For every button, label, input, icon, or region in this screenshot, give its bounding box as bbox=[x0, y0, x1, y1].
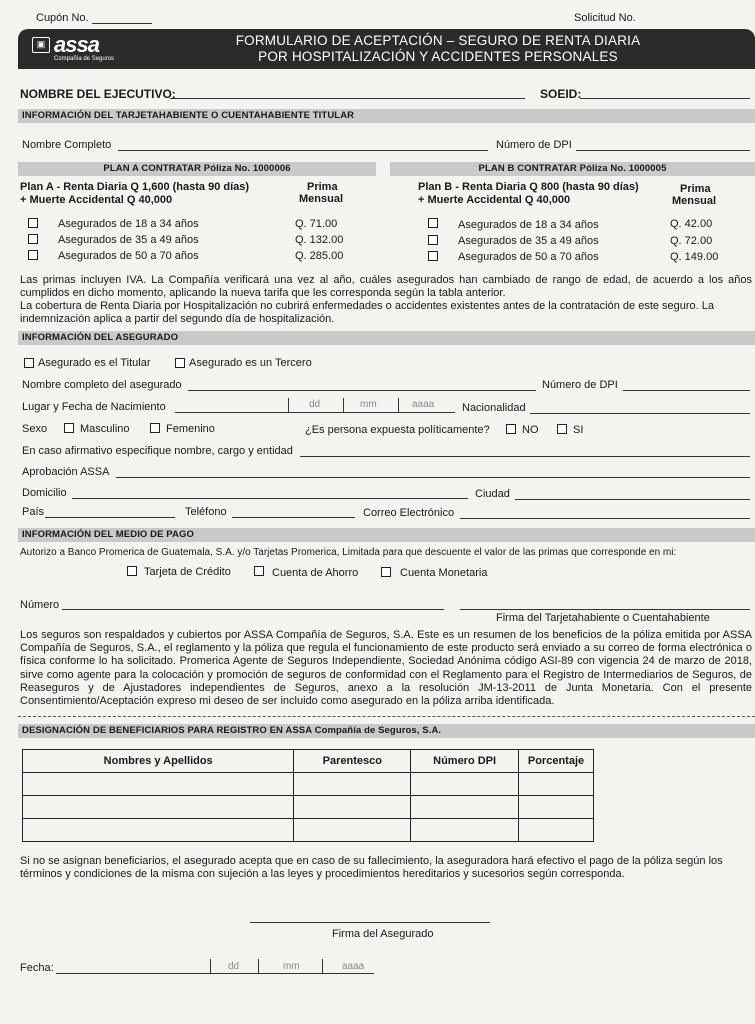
pais-label: País bbox=[22, 506, 45, 518]
cobertura-note: La cobertura de Renta Diaria por Hospitalización no cubrirá enfermedades o accidentes existentes antes de la contratación de este seguro. La indemnización aplica a partir del segundo día de hospitalización. bbox=[20, 300, 715, 326]
dashed-divider bbox=[18, 716, 755, 717]
aprobacion-field[interactable] bbox=[116, 477, 750, 478]
beneficiarios-note: Si no se asignan beneficiarios, el asegurado acepta que en caso de su fallecimiento, la aseguradora hará efectivo el pago de la póliza según los términos y condiciones de la misma con sujeción a las leyes y procedimientos hereditarios y sucesorios según corresponda. bbox=[20, 855, 723, 881]
form-header bbox=[18, 29, 755, 69]
plan-b-row-price: Q. 149.00 bbox=[670, 251, 719, 263]
domicilio-label: Domicilio bbox=[22, 487, 67, 499]
plan-b-row-label: Asegurados de 50 a 70 años bbox=[458, 251, 599, 263]
numero-label: Número bbox=[20, 599, 60, 611]
plan-b-row-price: Q. 72.00 bbox=[670, 235, 713, 247]
pep-no-checkbox[interactable] bbox=[506, 424, 516, 434]
ciudad-field[interactable] bbox=[515, 499, 750, 500]
plan-a-row-price: Q. 285.00 bbox=[295, 250, 344, 262]
table-row[interactable] bbox=[23, 796, 594, 819]
table-row[interactable] bbox=[23, 773, 594, 796]
fecha-field[interactable] bbox=[56, 973, 374, 974]
plan-b-50-70-checkbox[interactable] bbox=[428, 251, 438, 261]
masculino-checkbox[interactable] bbox=[64, 423, 74, 433]
plan-a-35-49-checkbox[interactable] bbox=[28, 234, 38, 244]
titular-nombre-field[interactable] bbox=[118, 150, 488, 151]
asegurado-titular-checkbox[interactable] bbox=[24, 358, 34, 368]
ejecutivo-label: NOMBRE DEL EJECUTIVO: bbox=[20, 87, 176, 101]
plan-b-subtitle: + Muerte Accidental Q 40,000 bbox=[418, 194, 571, 206]
cuenta-ahorro-label: Cuenta de Ahorro bbox=[272, 567, 359, 579]
section-titular: INFORMACIÓN DEL TARJETAHABIENTE O CUENTAHABIENTE TITULAR bbox=[18, 109, 755, 123]
plan-b-35-49-checkbox[interactable] bbox=[428, 235, 438, 245]
asegurado-dpi-label: Número de DPI bbox=[542, 379, 618, 391]
asegurado-titular-label: Asegurado es el Titular bbox=[38, 357, 151, 369]
col-dpi: Número DPI bbox=[411, 750, 519, 773]
nacimiento-label: Lugar y Fecha de Nacimiento bbox=[22, 401, 166, 413]
plan-a-prima-label: Prima bbox=[307, 181, 338, 193]
plan-b-prima-label: Prima bbox=[680, 183, 711, 195]
plan-a-bar: PLAN A CONTRATAR Póliza No. 1000006 bbox=[18, 162, 376, 176]
nacionalidad-field[interactable] bbox=[530, 413, 750, 414]
plan-a-50-70-checkbox[interactable] bbox=[28, 250, 38, 260]
pais-field[interactable] bbox=[45, 517, 175, 518]
numero-field[interactable] bbox=[62, 609, 444, 610]
cuenta-monetaria-checkbox[interactable] bbox=[381, 567, 391, 577]
soeid-label: SOEID: bbox=[540, 87, 582, 101]
fecha-mm: mm bbox=[283, 961, 300, 972]
col-parentesco: Parentesco bbox=[294, 750, 411, 773]
col-porcentaje: Porcentaje bbox=[519, 750, 594, 773]
soeid-field[interactable] bbox=[580, 98, 750, 99]
plan-b-mensual-label: Mensual bbox=[672, 195, 717, 207]
assa-emblem-icon: ▣ bbox=[32, 37, 50, 53]
col-nombres: Nombres y Apellidos bbox=[23, 750, 294, 773]
cupon-field[interactable] bbox=[92, 23, 152, 24]
fecha-label: Fecha: bbox=[20, 962, 54, 974]
tarjeta-credito-label: Tarjeta de Crédito bbox=[144, 566, 231, 578]
legal-text: Los seguros son respaldados y cubiertos por ASSA Compañía de Seguros, S.A. Este es un resumen de los beneficios de la póliza emitida por ASSA Compañía de Seguros, S.A., el reglamento y la póliza que regula el funcionamiento de este producto será enviado a su correo de forma electrónica o física conforme lo ha solicitado. Promerica Agente de Seguros Independiente, Sociedad Anónima código ASI-89 con vigencia 24 de marzo de 2018, sirve como agente para la colocación y promoción de seguros de conformidad con el Reglamento para el Registro de Intermediarios de Seguros, de Reaseguros y de Ajustadores independientes de Seguros, anexo a la resolución JM-13-2011 de Junta Monetaria. Con el presente Consentimiento/Aceptación expreso mi deseo de ser incluido como asegurado en la póliza arriba identificada. bbox=[20, 629, 752, 708]
cuenta-ahorro-checkbox[interactable] bbox=[254, 566, 264, 576]
asegurado-tercero-checkbox[interactable] bbox=[175, 358, 185, 368]
plan-b-title: Plan B - Renta Diaria Q 800 (hasta 90 días) bbox=[418, 181, 639, 193]
nacimiento-mm: mm bbox=[360, 399, 377, 410]
cuenta-monetaria-label: Cuenta Monetaria bbox=[400, 567, 488, 579]
correo-label: Correo Electrónico bbox=[363, 507, 455, 519]
pep-question: ¿Es persona expuesta políticamente? bbox=[305, 424, 490, 436]
plan-a-row-label: Asegurados de 50 a 70 años bbox=[58, 250, 199, 262]
section-pago: INFORMACIÓN DEL MEDIO DE PAGO bbox=[18, 528, 755, 542]
nacimiento-field[interactable] bbox=[175, 412, 455, 413]
plan-a-18-34-checkbox[interactable] bbox=[28, 218, 38, 228]
titular-dpi-label: Número de DPI bbox=[496, 139, 572, 151]
plan-b-18-34-checkbox[interactable] bbox=[428, 218, 438, 228]
plan-a-row-label: Asegurados de 35 a 49 años bbox=[58, 234, 199, 246]
autorizo-text: Autorizo a Banco Promerica de Guatemala, S.A. y/o Tarjetas Promerica, Limitada para que descuente el valor de las primas que corresponde en mi: bbox=[20, 547, 677, 558]
afirmativo-field[interactable] bbox=[300, 456, 750, 457]
ejecutivo-field[interactable] bbox=[170, 98, 525, 99]
telefono-field[interactable] bbox=[232, 517, 355, 518]
masculino-label: Masculino bbox=[80, 423, 130, 435]
nacimiento-dd: dd bbox=[309, 399, 321, 410]
firma-tarjetahabiente-label: Firma del Tarjetahabiente o Cuentahabiente bbox=[496, 612, 710, 624]
asegurado-nombre-label: Nombre completo del asegurado bbox=[22, 379, 182, 391]
ciudad-label: Ciudad bbox=[475, 488, 510, 500]
asegurado-tercero-label: Asegurado es un Tercero bbox=[189, 357, 312, 369]
solicitud-label: Solicitud No. bbox=[574, 12, 636, 24]
plan-a-row-price: Q. 71.00 bbox=[295, 218, 338, 230]
plan-b-row-price: Q. 42.00 bbox=[670, 218, 713, 230]
beneficiarios-title-suffix: Compañía de Seguros, S.A. bbox=[314, 725, 442, 736]
firma-asegurado-label: Firma del Asegurado bbox=[332, 928, 434, 940]
tarjeta-credito-checkbox[interactable] bbox=[127, 566, 137, 576]
table-row[interactable] bbox=[23, 819, 594, 842]
aprobacion-label: Aprobación ASSA bbox=[22, 466, 110, 478]
pep-si-label: SI bbox=[573, 424, 584, 436]
correo-field[interactable] bbox=[460, 518, 750, 519]
titular-nombre-label: Nombre Completo bbox=[22, 139, 112, 151]
plan-b-row-label: Asegurados de 18 a 34 años bbox=[458, 219, 599, 231]
telefono-label: Teléfono bbox=[185, 506, 227, 518]
fecha-dd: dd bbox=[228, 961, 240, 972]
section-beneficiarios bbox=[18, 724, 755, 738]
plan-a-mensual-label: Mensual bbox=[299, 193, 344, 205]
domicilio-field[interactable] bbox=[72, 498, 468, 499]
afirmativo-label: En caso afirmativo especifique nombre, cargo y entidad bbox=[22, 445, 293, 457]
primas-note: Las primas incluyen IVA. La Compañía verificará una vez al año, cuáles asegurados han cambiado de rango de edad, de acuerdo a los años cumplidos en dicho momento, aplicando la nueva tarifa que les corresponda según la tabla anterior. bbox=[20, 274, 752, 300]
sexo-label: Sexo bbox=[22, 423, 48, 435]
asegurado-dpi-field[interactable] bbox=[623, 390, 750, 391]
nacionalidad-label: Nacionalidad bbox=[462, 402, 526, 414]
nacimiento-aaaa: aaaa bbox=[412, 399, 435, 410]
fecha-aaaa: aaaa bbox=[342, 961, 365, 972]
plan-a-subtitle: + Muerte Accidental Q 40,000 bbox=[20, 194, 173, 206]
section-asegurado: INFORMACIÓN DEL ASEGURADO bbox=[18, 331, 755, 345]
femenino-checkbox[interactable] bbox=[150, 423, 160, 433]
plan-a-row-label: Asegurados de 18 a 34 años bbox=[58, 218, 199, 230]
cupon-label: Cupón No. bbox=[36, 12, 89, 24]
form-title-line2: POR HOSPITALIZACIÓN Y ACCIDENTES PERSONALES bbox=[258, 49, 618, 64]
beneficiarios-table bbox=[22, 749, 594, 842]
form-title-line1: FORMULARIO DE ACEPTACIÓN – SEGURO DE RENTA DIARIA bbox=[235, 33, 641, 48]
assa-logo: ▣ assa Compañía de Seguros bbox=[32, 35, 122, 65]
titular-dpi-field[interactable] bbox=[576, 150, 750, 151]
firma-asegurado-field[interactable] bbox=[250, 922, 490, 923]
asegurado-nombre-field[interactable] bbox=[188, 390, 536, 391]
plan-a-title: Plan A - Renta Diaria Q 1,600 (hasta 90 días) bbox=[20, 181, 250, 193]
plan-b-bar: PLAN B CONTRATAR Póliza No. 1000005 bbox=[390, 162, 755, 176]
beneficiarios-title: DESIGNACIÓN DE BENEFICIARIOS PARA REGISTRO EN ASSA bbox=[22, 725, 312, 736]
plan-b-row-label: Asegurados de 35 a 49 años bbox=[458, 235, 599, 247]
firma-tarjetahabiente-field[interactable] bbox=[460, 609, 750, 610]
pep-si-checkbox[interactable] bbox=[557, 424, 567, 434]
pep-no-label: NO bbox=[522, 424, 539, 436]
femenino-label: Femenino bbox=[166, 423, 215, 435]
plan-a-row-price: Q. 132.00 bbox=[295, 234, 344, 246]
